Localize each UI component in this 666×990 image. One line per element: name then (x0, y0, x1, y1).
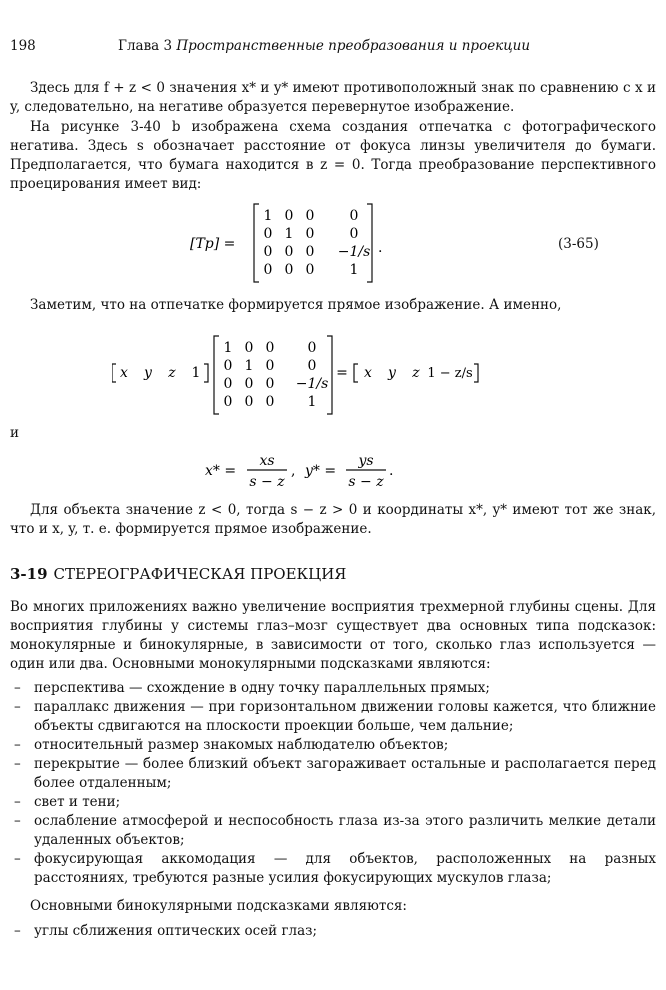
matrix-cell: 0 (305, 262, 315, 278)
x-numerator: xs (259, 453, 275, 469)
matrix-cell: 1 (349, 262, 359, 278)
matrix-cell: 1 (223, 340, 233, 356)
matrix-cell: 0 (307, 358, 317, 374)
vector-entry: z (168, 365, 176, 381)
y-star-lhs: y* = (305, 463, 337, 479)
monocular-cue-item: – фокусирующая аккомодация — для объектов, расположенных на разных расстояниях, требуются разные усилия фокусирующих мускулов глаза; (10, 850, 656, 888)
matrix-cell: −1/s (337, 244, 371, 260)
conjunction-and: и (10, 425, 19, 441)
equation-number: (3-65) (558, 236, 599, 252)
matrix-cell: 0 (349, 226, 359, 242)
coordinate-fractions (205, 453, 393, 490)
equation-period: . (378, 240, 383, 256)
matrix-right-bracket (367, 204, 372, 282)
chapter-title: Пространственные преобразования и проекции (176, 38, 531, 54)
matrix-cell: 0 (305, 244, 315, 260)
monocular-cue-item: – параллакс движения — при горизонтальном движении головы кажется, что ближние объекты сдвигаются на плоскости проекции больше, чем дальние; (10, 698, 656, 736)
x-denominator: s − z (249, 474, 285, 490)
vector-entry: y (144, 365, 152, 381)
result-vector (336, 364, 478, 382)
matrix-cell: 0 (305, 226, 315, 242)
monocular-cues-list (10, 679, 656, 888)
result-entry: z (412, 365, 420, 381)
running-title (118, 38, 530, 54)
section-number: 3-19 (10, 565, 48, 583)
matrix-cell: 0 (265, 376, 275, 392)
matrix-cell: 0 (265, 358, 275, 374)
matrix-cell: 0 (265, 340, 275, 356)
result-left-bracket (354, 364, 358, 382)
section-heading (10, 565, 346, 583)
matrix-cell: 0 (265, 394, 275, 410)
matrix-right-bracket (327, 336, 332, 414)
paragraph-1: Здесь для f + z < 0 значения x* и y* имеют противоположный знак по сравнению с x и y, следовательно, на негативе образуется перевернутое изображение. (10, 80, 656, 115)
chapter-label: Глава 3 (118, 38, 173, 54)
matrix-cell: 0 (307, 340, 317, 356)
period: . (389, 463, 394, 479)
matrix-cell: 0 (263, 262, 273, 278)
y-numerator: ys (358, 453, 374, 469)
monocular-cue-item: – перекрытие — более близкий объект загораживает остальные и располагается перед более отдаленным; (10, 755, 656, 793)
monocular-cue-item: – перспектива — схождение в одну точку параллельных прямых; (10, 679, 656, 698)
binocular-intro: Основными бинокулярными подсказками являются: (30, 898, 407, 914)
matrix-cell: 0 (263, 226, 273, 242)
matrix-left-bracket (254, 204, 259, 282)
matrix-cell: 0 (305, 208, 315, 224)
x-star-lhs: x* = (205, 463, 237, 479)
eq-lhs: [Tp] = (190, 236, 236, 252)
matrix-cell: 0 (349, 208, 359, 224)
result-entry: x (364, 365, 372, 381)
matrix-cell: 0 (223, 376, 233, 392)
monocular-cue-item: – ослабление атмосферой и неспособность глаза из-за этого различить мелкие детали удаленных объектов; (10, 812, 656, 850)
paragraph-3: Заметим, что на отпечатке формируется прямое изображение. А именно, (30, 297, 562, 313)
equals-sign: = (336, 365, 348, 381)
monocular-cue-item: – свет и тени; (10, 793, 656, 812)
matrix-tp (254, 204, 382, 282)
result-right-bracket (474, 364, 478, 382)
matrix-cell: 0 (244, 394, 254, 410)
matrix-cell: 0 (284, 262, 294, 278)
matrix-cell: 0 (223, 358, 233, 374)
matrix-cell: 0 (223, 394, 233, 410)
matrix-cell: 0 (244, 376, 254, 392)
matrix-cell: 1 (244, 358, 254, 374)
matrix-cell: 0 (263, 244, 273, 260)
comma: , (291, 463, 296, 479)
matrix-left-bracket (214, 336, 219, 414)
binocular-cue-item: – углы сближения оптических осей глаз; (10, 922, 656, 941)
running-header (10, 38, 656, 58)
section-title: СТЕРЕОГРАФИЧЕСКАЯ ПРОЕКЦИЯ (53, 565, 347, 583)
vector-entry: x (120, 365, 128, 381)
vector-right-bracket (204, 364, 208, 382)
matrix-cell: −1/s (295, 376, 329, 392)
matrix-cell: 1 (284, 226, 294, 242)
equation-row-vector (112, 332, 492, 416)
matrix-cell: 0 (244, 340, 254, 356)
monocular-cue-item: – относительный размер знакомых наблюдателю объектов; (10, 736, 656, 755)
paragraph-5: Для объекта значение z < 0, тогда s − z > 0 и координаты x*, y* имеют тот же знак, что и x, y, т. е. формируется прямое изображение. (10, 502, 656, 537)
matrix-cell: 1 (263, 208, 273, 224)
vector-entry: 1 (191, 365, 201, 381)
matrix-cell: 0 (284, 208, 294, 224)
equation-coordinates (205, 448, 405, 494)
paragraph-2: На рисунке 3-40 b изображена схема создания отпечатка с фотографического негатива. Здесь s обозначает расстояние от фокуса линзы увеличителя до бумаги. Предполагается, что бумага находится в z = 0. Тогда преобразование перспективного проецирования имеет вид: (10, 119, 656, 192)
binocular-cues-list (10, 922, 656, 941)
transform-matrix (214, 336, 332, 414)
vector-left-bracket (112, 364, 116, 382)
section-intro: Во многих приложениях важно увеличение восприятия трехмерной глубины сцены. Для восприятия глубины у системы глаз–мозг существует два основных типа подсказок: монокулярные и бинокулярные, в зависимости от того, сколько глаз используется — один или два. Основными монокулярными подсказками являются: (10, 599, 656, 672)
result-entry: y (388, 365, 396, 381)
page-number: 198 (10, 38, 36, 54)
result-entry: 1 − z/s (427, 366, 473, 381)
row-vector (112, 364, 208, 382)
matrix-cell: 1 (307, 394, 317, 410)
y-denominator: s − z (348, 474, 384, 490)
matrix-cell: 0 (284, 244, 294, 260)
equation-3-65 (190, 200, 410, 284)
